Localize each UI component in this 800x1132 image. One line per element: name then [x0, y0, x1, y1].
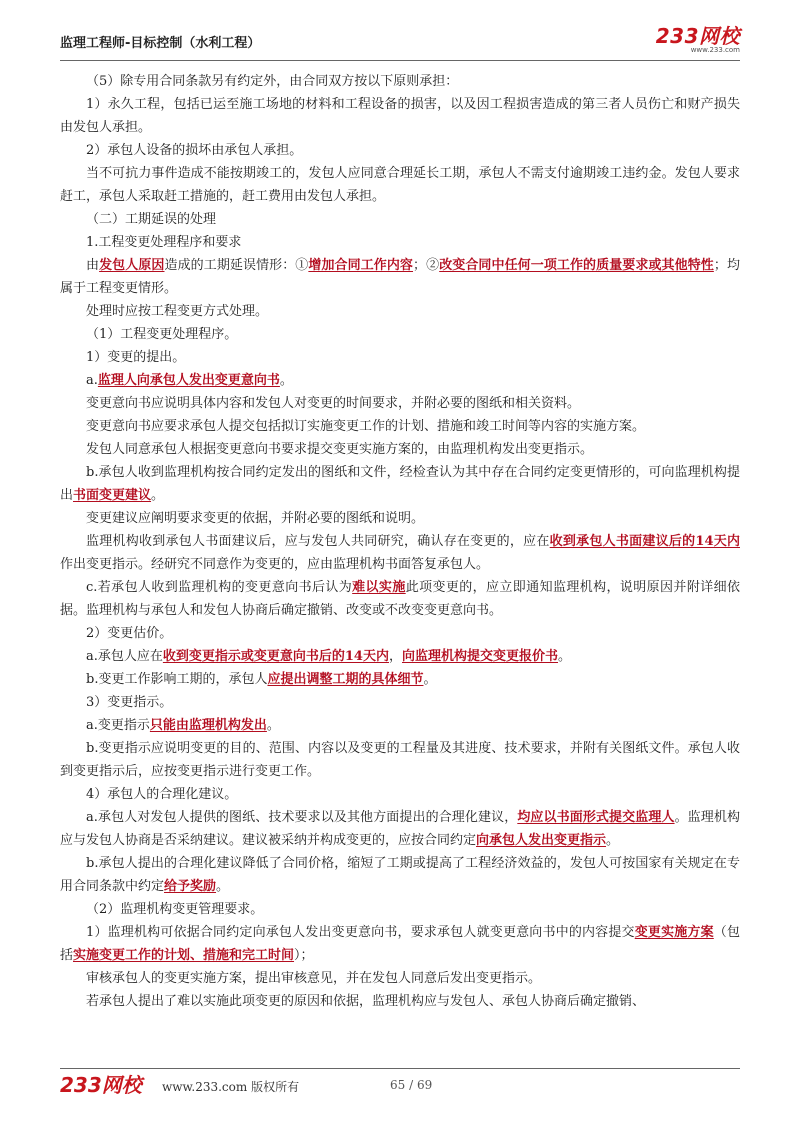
text-run: 1）变更的提出。 [86, 350, 186, 365]
paragraph [60, 231, 740, 254]
text-run: （1）工程变更处理程序。 [86, 327, 238, 342]
text-run: b.变更工作影响工期的，承包人 [86, 672, 268, 687]
text-run: b.承包人收到监理机构按合同约定发出的图纸和文件，经检查认为其中存在合同约定变更情形的，可向监理机构提出 [60, 465, 740, 503]
highlighted-text: 增加合同工作内容 [308, 258, 414, 273]
text-run: 4）承包人的合理化建议。 [86, 787, 238, 802]
paragraph [60, 576, 740, 622]
paragraph [60, 369, 740, 392]
paragraph [60, 898, 740, 921]
text-run: 作出变更指示。经研究不同意作为变更的，应由监理机构书面答复承包人。 [60, 557, 490, 572]
text-run: 1.工程变更处理程序和要求 [86, 235, 242, 250]
paragraph [60, 668, 740, 691]
header-divider [60, 60, 740, 61]
text-run: ；均属于工程变更情形。 [60, 258, 740, 296]
paragraph [60, 507, 740, 530]
paragraph [60, 461, 740, 507]
text-run: ；② [413, 258, 440, 273]
text-run: a.变更指示 [86, 718, 150, 733]
footer-logo: 233网校 [60, 1073, 142, 1097]
text-run: 由 [86, 258, 100, 273]
text-run: 。监理机构应与发包人协商是否采纳建议。建议被采纳并构成变更的，应按合同约定 [60, 810, 740, 848]
text-run: 变更意向书应说明具体内容和发包人对变更的时间要求，并附必要的图纸和相关资料。 [86, 396, 581, 411]
paragraph [60, 415, 740, 438]
paragraph [60, 392, 740, 415]
paragraph [60, 645, 740, 668]
highlighted-text: 监理人向承包人发出变更意向书 [97, 373, 280, 388]
highlighted-text: 变更实施方案 [634, 925, 714, 940]
paragraph [60, 783, 740, 806]
text-run: 1）监理机构可依据合同约定向承包人发出变更意向书，要求承包人就变更意向书中的内容提交 [86, 925, 635, 940]
paragraph [60, 852, 740, 898]
text-run: （2）监理机构变更管理要求。 [86, 902, 264, 917]
text-run: a. [86, 373, 98, 388]
text-run: 。 [266, 718, 280, 733]
paragraph [60, 323, 740, 346]
paragraph [60, 208, 740, 231]
highlighted-text: 均应以书面形式提交监理人 [517, 810, 675, 825]
document-body [60, 70, 740, 1013]
text-run: 此项变更的，应立即通知监理机构，说明原因并附详细依据。监理机构与承包人和发包人协商后确定撤销、改变或不改变变更意向书。 [60, 580, 740, 618]
paragraph [60, 967, 740, 990]
page-number: 65 / 69 [390, 1078, 433, 1092]
brand-logo-text: 233网校 [655, 24, 740, 48]
paragraph [60, 162, 740, 208]
text-run: 。 [423, 672, 437, 687]
text-run: 2）变更估价。 [86, 626, 173, 641]
text-run: ， [388, 649, 402, 664]
paragraph [60, 622, 740, 645]
paragraph [60, 346, 740, 369]
brand-logo [656, 26, 740, 55]
paragraph [60, 530, 740, 576]
paragraph [60, 300, 740, 323]
text-run: 若承包人提出了难以实施此项变更的原因和依据，监理机构应与发包人、承包人协商后确定撤销、 [86, 994, 646, 1009]
paragraph [60, 139, 740, 162]
document-title: 监理工程师-目标控制（水利工程） [60, 36, 261, 51]
highlighted-text: 实施变更工作的计划、措施和完工时间 [73, 948, 295, 963]
text-run: 。 [151, 488, 165, 503]
brand-logo-url: www.233.com [690, 46, 740, 54]
text-run: b.承包人提出的合理化建议降低了合同价格，缩短了工期或提高了工程经济效益的，发包人可按国家有关规定在专用合同条款中约定 [60, 856, 740, 894]
highlighted-text: 书面变更建议 [73, 488, 152, 503]
paragraph [60, 714, 740, 737]
text-run: （5）除专用合同条款另有约定外，由合同双方按以下原则承担： [86, 74, 459, 89]
page-footer [60, 1074, 740, 1098]
text-run: 变更意向书应要求承包人提交包括拟订实施变更工作的计划、措施和竣工时间等内容的实施方案。 [86, 419, 646, 434]
highlighted-text: 收到变更指示或变更意向书后的14天内 [162, 649, 389, 664]
text-run: 2）承包人设备的损坏由承包人承担。 [86, 143, 303, 158]
text-run: 当不可抗力事件造成不能按期竣工的，发包人应同意合理延长工期，承包人不需支付逾期竣工违约金。发包人要求赶工，承包人采取赶工措施的，赶工费用由发包人承担。 [60, 166, 740, 204]
paragraph [60, 70, 740, 93]
paragraph [60, 921, 740, 967]
footer-copyright: www.233.com 版权所有 [162, 1080, 300, 1094]
paragraph [60, 438, 740, 461]
text-run: a.承包人对发包人提供的图纸、技术要求以及其他方面提出的合理化建议， [86, 810, 518, 825]
paragraph [60, 737, 740, 783]
paragraph [60, 254, 740, 300]
text-run: c.若承包人收到监理机构的变更意向书后认为 [86, 580, 353, 595]
highlighted-text: 只能由监理机构发出 [149, 718, 267, 733]
highlighted-text: 给予奖励 [164, 879, 217, 894]
highlighted-text: 向承包人发出变更指示 [476, 833, 607, 848]
highlighted-text: 发包人原因 [99, 258, 165, 273]
text-run: 。 [279, 373, 293, 388]
text-run: 审核承包人的变更实施方案，提出审核意见，并在发包人同意后发出变更指示。 [86, 971, 542, 986]
highlighted-text: 向监理机构提交变更报价书 [402, 649, 559, 664]
text-run: 1）永久工程，包括已运至施工场地的材料和工程设备的损害，以及因工程损害造成的第三者人员伤亡和财产损失由发包人承担。 [60, 97, 740, 135]
highlighted-text: 应提出调整工期的具体细节 [267, 672, 424, 687]
highlighted-text: 难以实施 [352, 580, 406, 595]
text-run: 。 [216, 879, 230, 894]
text-run: 处理时应按工程变更方式处理。 [86, 304, 269, 319]
text-run: （二）工期延误的处理 [86, 212, 217, 227]
paragraph [60, 691, 740, 714]
text-run: 发包人同意承包人根据变更意向书要求提交变更实施方案的，由监理机构发出变更指示。 [86, 442, 594, 457]
highlighted-text: 改变合同中任何一项工作的质量要求或其他特性 [439, 258, 714, 273]
text-run: 3）变更指示。 [86, 695, 173, 710]
text-run: 监理机构收到承包人书面建议后，应与发包人共同研究，确认存在变更的，应在 [86, 534, 550, 549]
text-run: ）； [294, 948, 314, 963]
text-run: 。 [606, 833, 620, 848]
highlighted-text: 收到承包人书面建议后的14天内 [549, 534, 740, 549]
text-run: b.变更指示应说明变更的目的、范围、内容以及变更的工程量及其进度、技术要求，并附有关图纸文件。承包人收到变更指示后，应按变更指示进行变更工作。 [60, 741, 740, 779]
text-run: 造成的工期延误情形：① [164, 258, 309, 273]
page-header [60, 26, 740, 60]
paragraph [60, 93, 740, 139]
text-run: a.承包人应在 [86, 649, 163, 664]
text-run: 变更建议应阐明要求变更的依据，并附必要的图纸和说明。 [86, 511, 425, 526]
paragraph [60, 990, 740, 1013]
paragraph [60, 806, 740, 852]
text-run: （包括 [60, 925, 740, 963]
footer-divider [60, 1068, 740, 1069]
text-run: 。 [558, 649, 572, 664]
